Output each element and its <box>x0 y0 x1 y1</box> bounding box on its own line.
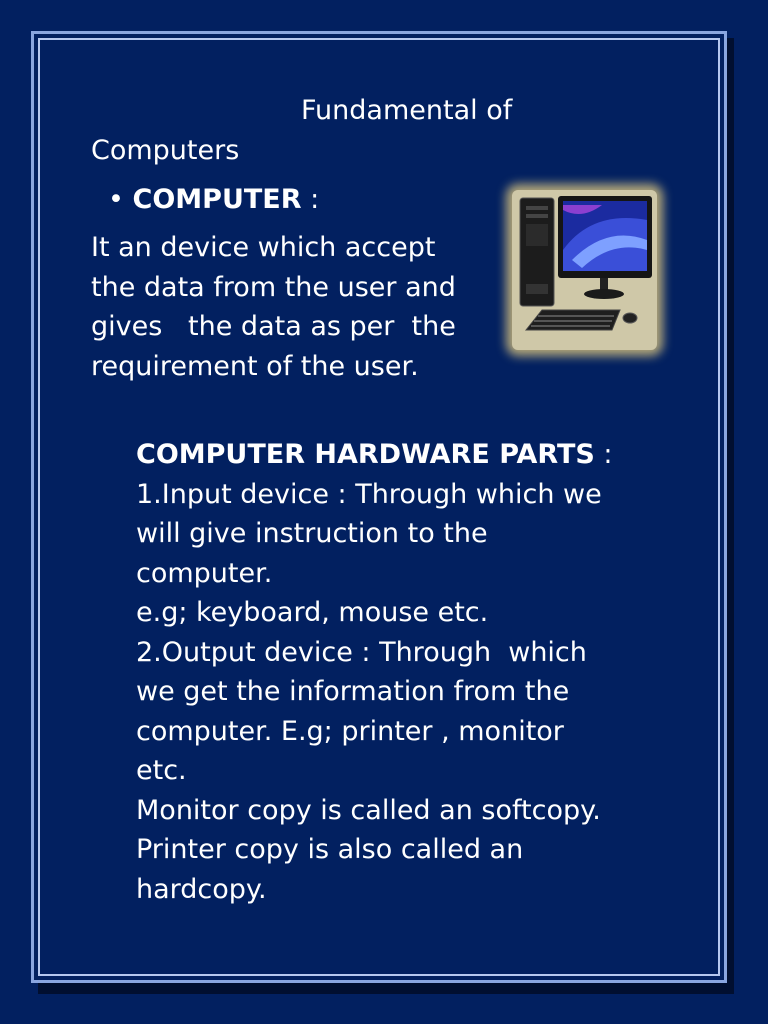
bullet-heading: COMPUTER <box>132 184 302 215</box>
hardware-line: 1.Input device : Through which we <box>136 478 602 510</box>
hardware-line: Monitor copy is called an softcopy. <box>136 794 601 826</box>
hardware-line: we get the information from the <box>136 676 570 707</box>
desktop-computer-icon <box>512 190 657 350</box>
bullet-symbol: • <box>108 184 124 215</box>
hardware-line: etc. <box>136 755 187 786</box>
computer-description <box>91 228 456 386</box>
hardware-line: computer. <box>136 557 273 589</box>
computer-bullet <box>108 180 319 220</box>
hardware-line: 2.Output device : Through which <box>136 636 587 668</box>
hardware-suffix: : <box>594 439 613 470</box>
description-line: gives the data as per the <box>91 311 456 342</box>
hardware-line: Printer copy is also called an <box>136 834 524 865</box>
slide-title <box>91 91 561 170</box>
hardware-line: e.g; keyboard, mouse etc. <box>136 597 489 628</box>
title-line-1: Fundamental of <box>301 95 513 126</box>
bullet-suffix: : <box>301 184 320 215</box>
hardware-parts-section <box>136 435 613 909</box>
hardware-line: computer. E.g; printer , monitor <box>136 715 564 747</box>
title-line-2: Computers <box>91 134 240 166</box>
hardware-line: hardcopy. <box>136 873 267 905</box>
description-line: the data from the user and <box>91 271 456 303</box>
description-line: requirement of the user. <box>91 350 419 382</box>
hardware-heading: COMPUTER HARDWARE PARTS <box>136 439 595 470</box>
desktop-computer-illustration <box>512 190 657 350</box>
hardware-line: will give instruction to the <box>136 518 488 549</box>
description-line: It an device which accept <box>91 232 436 263</box>
